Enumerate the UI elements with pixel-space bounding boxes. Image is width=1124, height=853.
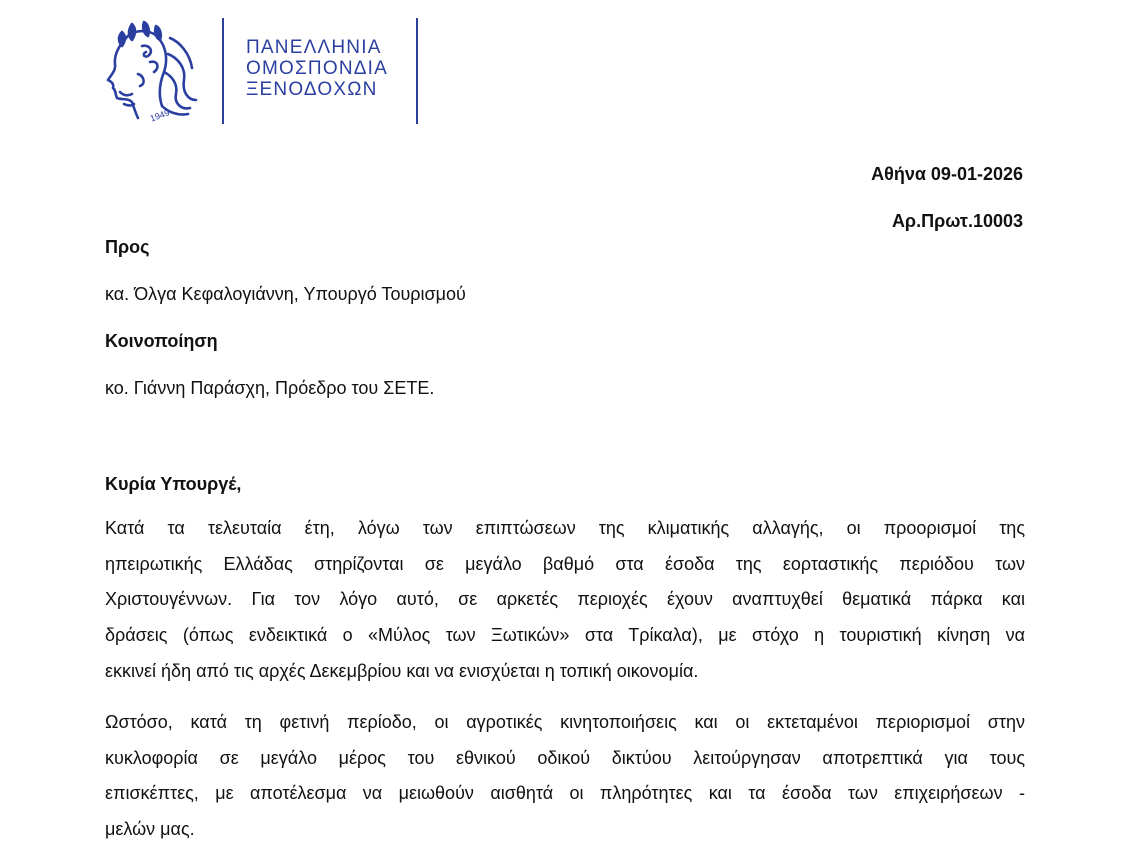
organization-name [246,37,388,100]
emblem-year: 1949 [148,107,171,124]
cc-label: Κοινοποίηση [105,331,218,351]
paragraph-2 [105,705,1025,848]
cc-recipient: κο. Γιάννη Παράσχη, Πρόεδρο του ΣΕΤΕ. [105,378,435,398]
to-label: Προς [105,237,150,257]
org-name-line-1: ΠΑΝΕΛΛΗΝΙΑ [246,37,382,58]
paragraph-2-line: μελών μας. [105,819,195,840]
paragraph-1-line: ηπειρωτικής Ελλάδας στηρίζονται σε μεγάλο βαθμό στα έσοδα της εορταστικής περιόδου των [105,553,1025,574]
paragraph-1-line: Χριστουγέννων. Για τον λόγο αυτό, σε αρκετές περιοχές έχουν αναπτυχθεί θεματικά πάρκα και [105,589,1025,610]
paragraph-1 [105,511,1025,690]
org-name-line-2: ΟΜΟΣΠΟΝΔΙΑ [246,58,388,79]
protocol-number: Αρ.Πρωτ.10003 [891,211,1023,231]
logo-divider-left [222,18,224,124]
letter-date: Αθήνα 09-01-2026 [871,164,1023,184]
to-recipient: κα. Όλγα Κεφαλογιάννη, Υπουργό Τουρισμού [105,284,466,304]
paragraph-1-line: Κατά τα τελευταία έτη, λόγω των επιπτώσεων της κλιματικής αλλαγής, οι προορισμοί της [105,518,1025,538]
paragraph-2-line: κυκλοφορία σε μεγάλο μέρος του εθνικού οδικού δικτύου λειτούργησαν αποτρεπτικά για τους [105,747,1025,768]
logo-divider-right [416,18,418,124]
paragraph-2-line: Ωστόσο, κατά τη φετινή περίοδο, οι αγροτικές κινητοποιήσεις και οι εκτεταμένοι περιορισμοί στην [105,712,1025,732]
org-name-line-3: ΞΕΝΟΔΟΧΩΝ [246,79,378,100]
salutation: Κυρία Υπουργέ, [105,474,242,494]
paragraph-1-line: εκκινεί ήδη από τις αρχές Δεκεμβρίου και να ενισχύεται η τοπική οικονομία. [105,660,699,681]
paragraph-1-line: δράσεις (όπως ενδεικτικά ο «Μύλος των Ξωτικών» στα Τρίκαλα), με στόχο η τουριστική κίνηση να [105,625,1025,646]
laurel-head-icon [98,14,204,124]
federation-emblem [98,14,204,124]
paragraph-2-line: επισκέπτες, με αποτέλεσμα να μειωθούν αισθητά οι πληρότητες και τα έσοδα των επιχειρήσεων - [105,783,1025,804]
